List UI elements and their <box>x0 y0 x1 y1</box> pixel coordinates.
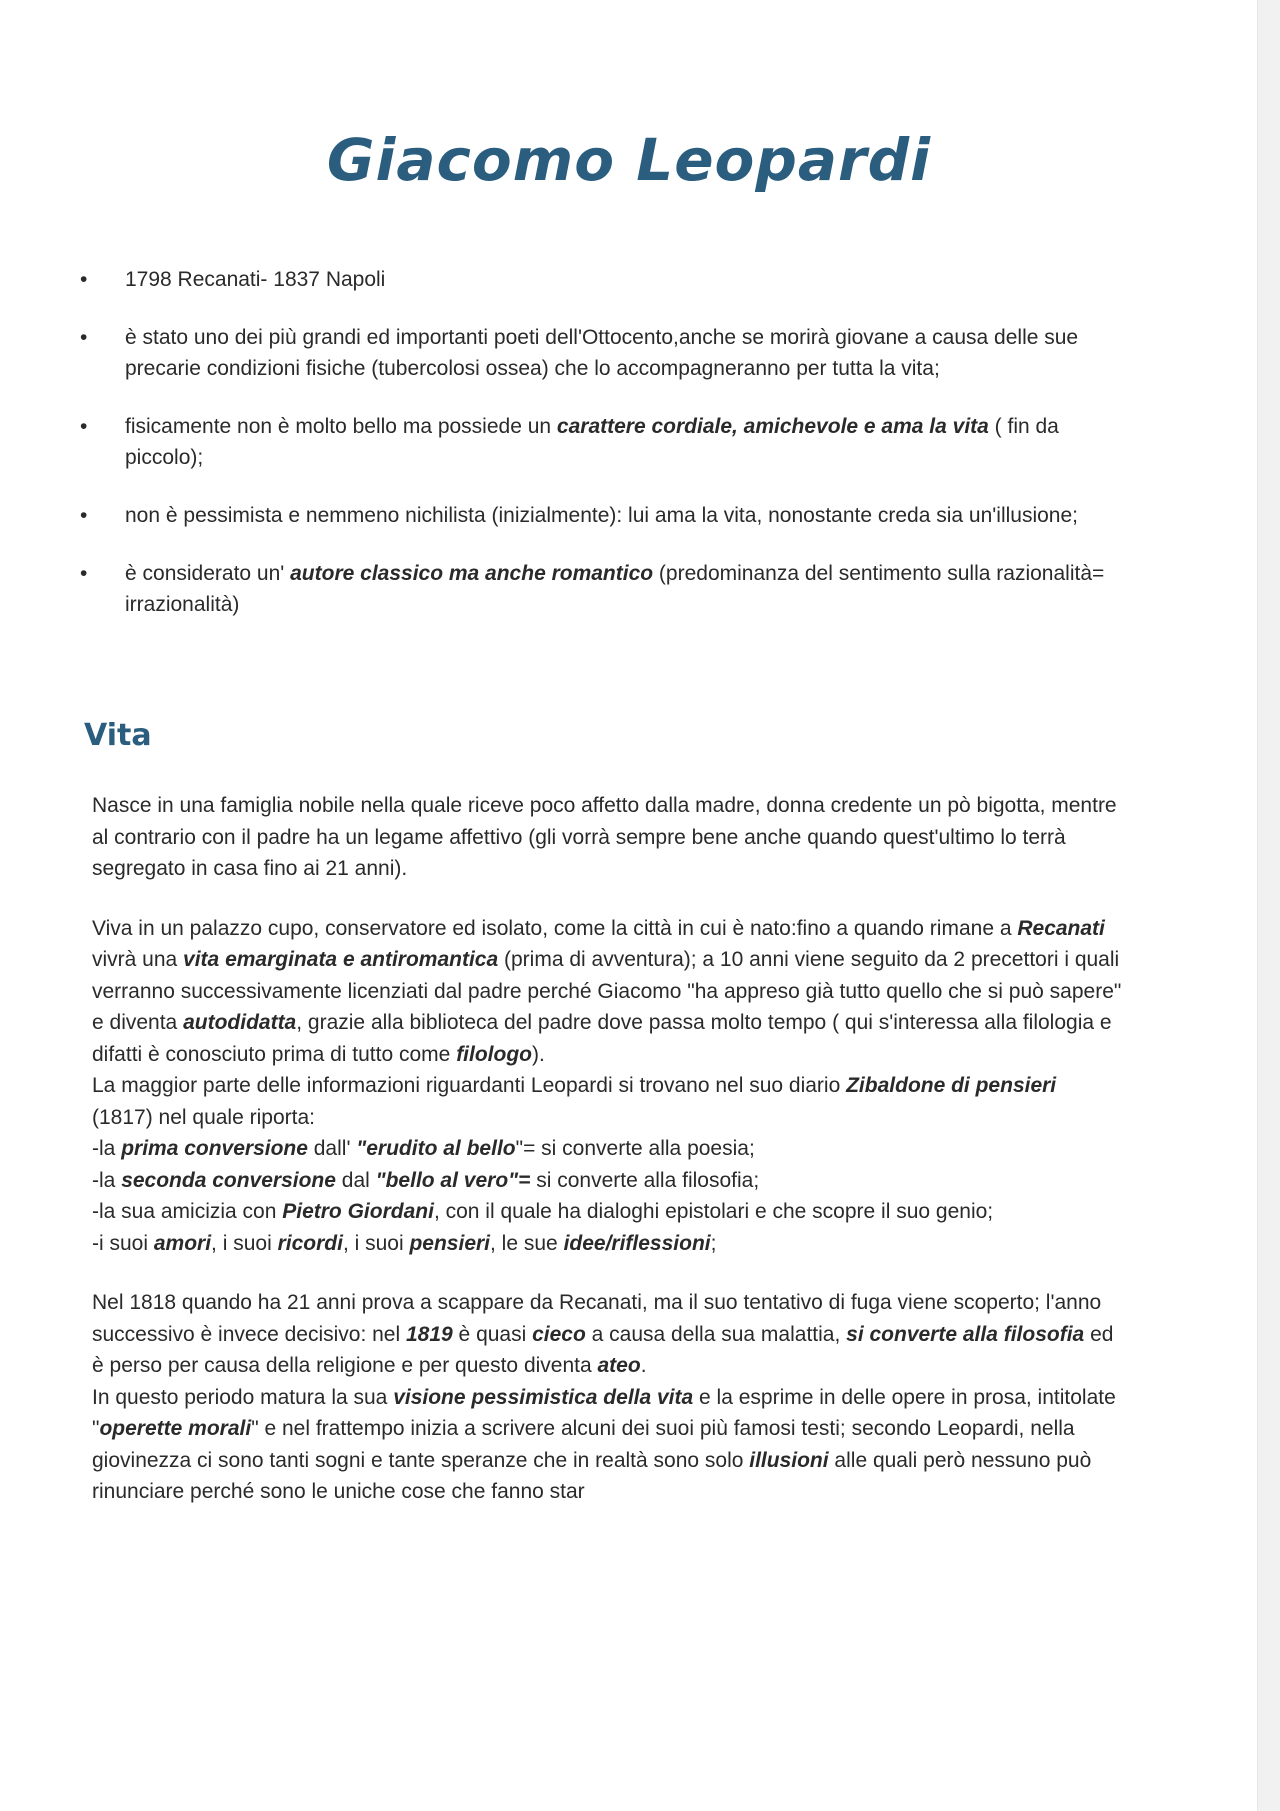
paragraph <box>92 1165 1122 1197</box>
paragraph <box>92 790 1122 885</box>
emphasis-text: ateo <box>597 1354 641 1377</box>
bullet-dot-icon: • <box>80 326 88 349</box>
bullet-dot-icon: • <box>80 562 88 585</box>
text-run: -la <box>92 1137 122 1160</box>
text-run: ; <box>710 1231 717 1255</box>
text-run: , le sue <box>490 1231 564 1255</box>
bullet-item <box>80 322 1120 384</box>
emphasis-text: seconda conversione <box>121 1168 336 1192</box>
bullet-item <box>80 500 1120 531</box>
bullet-dot-icon: • <box>80 268 88 291</box>
emphasis-text: "bello al vero"= <box>375 1168 531 1192</box>
bullet-item <box>80 264 1120 295</box>
text-run: a causa della sua malattia, <box>585 1322 847 1346</box>
page-edge-strip <box>1257 0 1280 1811</box>
section-heading-vita: Vita <box>84 718 152 753</box>
text-run: -la sua amicizia con <box>92 1200 283 1223</box>
text-run: alle quali però nessuno può rinunciare perché sono le uniche cose che fanno star <box>92 1448 1092 1503</box>
text-run: Nasce in una famiglia nobile nella quale riceve poco affetto dalla madre, donna credente un pò bigotta, mentre al contrario con il padre ha un legame affettivo (gli vorrà sempre bene anche quando quest'ultimo lo terrà segregato in casa fino ai 21 anni). <box>92 794 1117 880</box>
text-run: è considerato un' <box>125 562 291 585</box>
text-run: . <box>640 1354 647 1377</box>
emphasis-text: vita emarginata e antiromantica <box>183 948 499 971</box>
text-run: (prima di avventura); a 10 anni viene seguito da 2 precettori i quali verranno successivamente licenziati dal padre perché Giacomo "ha appreso già tutto quello che si può sapere" e diventa <box>92 948 1122 1034</box>
emphasis-text: idee/riflessioni <box>563 1231 711 1255</box>
emphasis-text: illusioni <box>749 1448 829 1472</box>
paragraph <box>92 1287 1122 1382</box>
text-run: non è pessimista e nemmeno nichilista (inizialmente): lui ama la vita, nonostante creda sia un'illusione; <box>125 504 1078 527</box>
paragraph <box>92 1196 1122 1228</box>
emphasis-text: 1819 <box>406 1322 453 1346</box>
bullet-item <box>80 411 1120 473</box>
emphasis-text: carattere cordiale, amichevole e ama la vita <box>556 415 989 438</box>
text-run: -la <box>92 1168 122 1192</box>
text-run: , grazie alla biblioteca del padre dove passa molto tempo ( qui s'interessa alla filologia e difatti è conosciuto prima di tutto come <box>92 1011 1112 1066</box>
emphasis-text: operette morali <box>99 1417 252 1440</box>
emphasis-text: filologo <box>456 1042 532 1066</box>
bullet-list <box>80 264 1120 647</box>
text-run: , i suoi <box>342 1231 410 1255</box>
text-run: ). <box>532 1042 545 1066</box>
emphasis-text: visione pessimistica della vita <box>393 1385 694 1409</box>
emphasis-text: autore classico ma anche romantico <box>290 562 654 585</box>
emphasis-text: "erudito al bello <box>356 1137 516 1160</box>
text-run: vivrà una <box>92 948 184 971</box>
bullet-dot-icon: • <box>80 504 88 527</box>
emphasis-text: cieco <box>532 1322 586 1346</box>
text-run: "= si converte alla poesia; <box>515 1137 755 1160</box>
text-run: Nel 1818 quando ha 21 anni prova a scappare da Recanati, ma il suo tentativo di fuga viene scoperto; l'anno successivo è invece decisivo: nel <box>92 1291 1102 1346</box>
text-run: 1798 Recanati- 1837 Napoli <box>125 268 386 291</box>
paragraph <box>92 1382 1122 1508</box>
emphasis-text: si converte alla filosofia <box>846 1322 1085 1346</box>
emphasis-text: Zibaldone di pensieri <box>846 1074 1057 1097</box>
text-run: ( fin da piccolo); <box>125 415 1059 469</box>
text-run: (1817) nel quale riporta: <box>92 1105 315 1129</box>
text-run: La maggior parte delle informazioni riguardanti Leopardi si trovano nel suo diario <box>92 1074 847 1097</box>
text-run: ed è perso per causa della religione e per questo diventa <box>92 1322 1114 1377</box>
emphasis-text: Pietro Giordani <box>282 1200 434 1223</box>
text-run: fisicamente non è molto bello ma possiede un <box>125 415 557 438</box>
text-run: dal <box>335 1168 376 1192</box>
page-title: Giacomo Leopardi <box>326 126 932 194</box>
paragraph <box>92 1133 1122 1165</box>
text-run: -i suoi <box>92 1231 154 1255</box>
text-run: è quasi <box>452 1322 533 1346</box>
text-run: , i suoi <box>211 1231 278 1255</box>
bullet-dot-icon: • <box>80 415 88 438</box>
text-run: e la esprime in delle opere in prosa, intitolate " <box>92 1385 1116 1440</box>
emphasis-text: prima conversione <box>121 1137 308 1160</box>
paragraph <box>92 1070 1122 1133</box>
text-run: si converte alla filosofia; <box>530 1168 760 1192</box>
paragraph <box>92 1228 1122 1260</box>
text-run: " e nel frattempo inizia a scrivere alcuni dei suoi più famosi testi; secondo Leopardi, nella giovinezza ci sono tanti sogni e tante speranze che in realtà sono solo <box>92 1417 1075 1472</box>
emphasis-text: ricordi <box>277 1231 343 1255</box>
text-run: In questo periodo matura la sua <box>92 1385 394 1409</box>
emphasis-text: pensieri <box>409 1231 491 1255</box>
text-run: , con il quale ha dialoghi epistolari e che scopre il suo genio; <box>433 1200 994 1223</box>
bullet-item <box>80 558 1120 620</box>
emphasis-text: autodidatta <box>183 1011 297 1034</box>
emphasis-text: amori <box>153 1231 212 1255</box>
text-run: è stato uno dei più grandi ed importanti poeti dell'Ottocento,anche se morirà giovane a causa delle sue precarie condizioni fisiche (tubercolosi ossea) che lo accompagneranno per tutta la vita; <box>125 326 1079 380</box>
text-run: (predominanza del sentimento sulla razionalità= irrazionalità) <box>125 562 1105 616</box>
paragraph <box>92 913 1122 1071</box>
text-run: Viva in un palazzo cupo, conservatore ed isolato, come la città in cui è nato:fino a quando rimane a <box>92 916 1018 940</box>
text-run: dall' <box>307 1137 357 1160</box>
emphasis-text: Recanati <box>1017 916 1105 940</box>
section-body-vita <box>92 790 1122 1508</box>
